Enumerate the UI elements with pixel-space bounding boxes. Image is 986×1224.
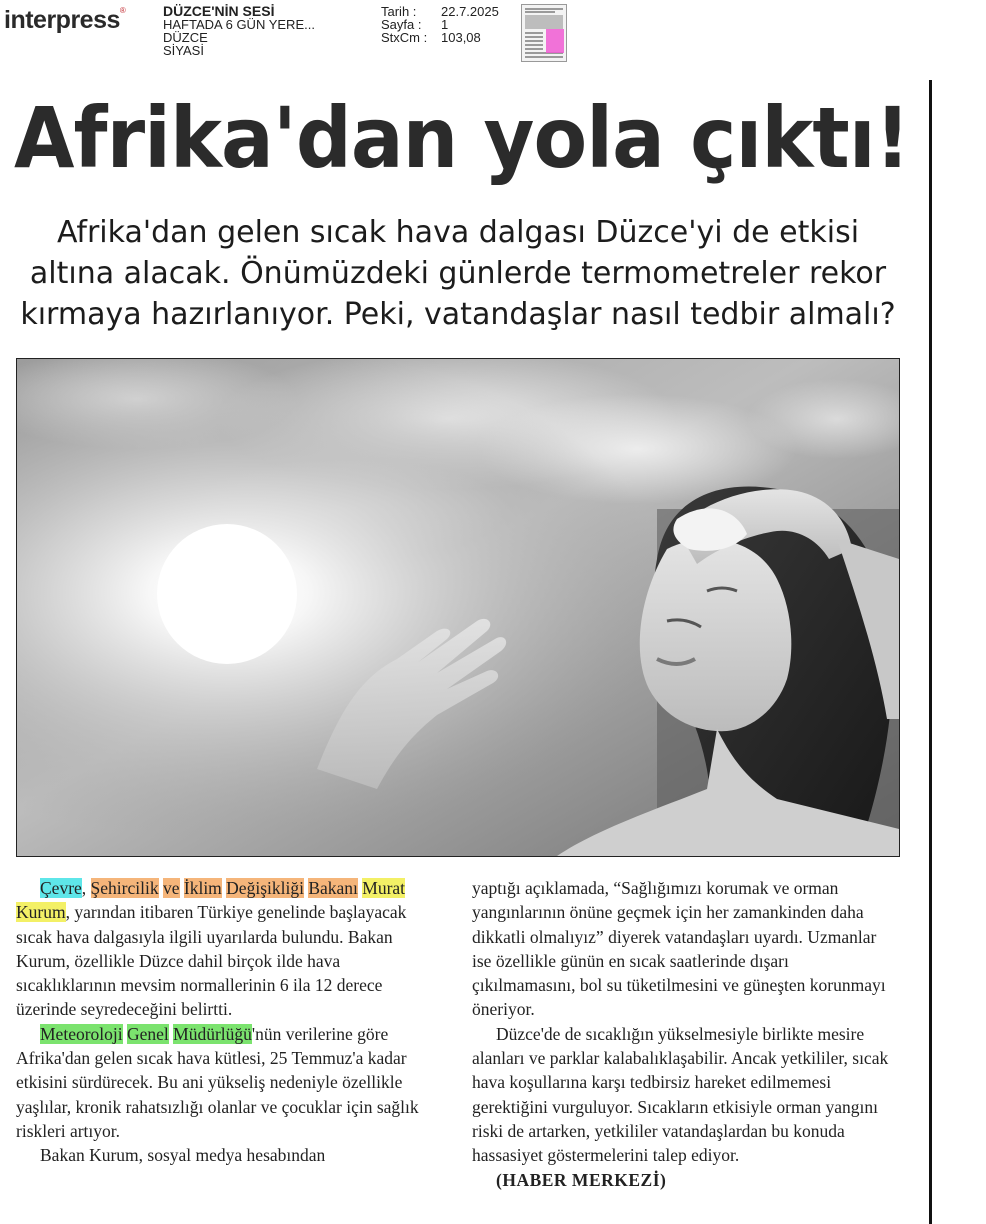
highlight-iklim: İklim bbox=[183, 878, 222, 898]
paragraph-1-rest: , yarından itibaren Türkiye genelinde başlayacak sıcak hava dalgasıyla ilgili uyarılarda bulundu. Bakan Kurum, özellikle Düzce dahil birçok ilde hava sıcaklıklarının mevsim normallerinin 6 ila 12 derece üzerinde seyredeceğini belirtti. bbox=[16, 902, 407, 1020]
date-value: 22.7.2025 bbox=[441, 4, 499, 19]
byline-paragraph bbox=[472, 1168, 892, 1192]
highlight-sehircilik: Şehircilik bbox=[90, 878, 159, 898]
headline: Afrika'dan yola çıktı! bbox=[14, 89, 910, 187]
paragraph-1 bbox=[16, 876, 436, 1022]
page-value: 1 bbox=[441, 17, 449, 32]
byline: (HABER MERKEZİ) bbox=[496, 1169, 667, 1190]
highlight-ve: ve bbox=[162, 878, 180, 898]
publication-info bbox=[163, 5, 373, 57]
publication-frequency: HAFTADA 6 GÜN YERE... bbox=[163, 17, 315, 32]
column-divider bbox=[929, 80, 932, 1224]
paragraph-2 bbox=[16, 1022, 436, 1143]
paragraph-2-rest: 'nün verilerine göre Afrika'dan gelen sıcak hava kütlesi, 25 Temmuz'a kadar etkisini sürdürecek. Bu ani yükseliş nedeniyle özellikle yaşlılar, kronik rahatsızlığı olanlar ve çocuklar için sağlık riskleri artıyor. bbox=[16, 1023, 419, 1141]
page-label: Sayfa : bbox=[381, 17, 422, 32]
publication-city: DÜZCE bbox=[163, 30, 208, 45]
stxcm-value: 103,08 bbox=[441, 30, 481, 45]
highlight-degisikligi: Değişikliği bbox=[226, 878, 304, 898]
article-photo bbox=[16, 358, 900, 857]
text-fragment: , bbox=[81, 878, 91, 898]
publication-name: DÜZCE'NİN SESİ bbox=[163, 3, 275, 19]
registered-icon: ® bbox=[119, 6, 126, 15]
publication-category: SİYASİ bbox=[163, 43, 204, 58]
article-column-right bbox=[472, 876, 892, 1192]
clipping-meta bbox=[381, 5, 499, 44]
meta-stxcm bbox=[381, 31, 499, 44]
highlight-cevre: Çevre bbox=[40, 878, 82, 898]
article-location-marker bbox=[546, 29, 564, 53]
highlight-kurum: Kurum bbox=[16, 902, 66, 923]
article-column-left bbox=[16, 876, 436, 1168]
date-label: Tarih : bbox=[381, 4, 417, 19]
highlight-bakani: Bakanı bbox=[308, 878, 358, 898]
highlight-meteoroloji: Meteoroloji bbox=[40, 1023, 123, 1044]
logo-text: interpress bbox=[4, 6, 120, 34]
highlight-mudurlugu: Müdürlüğü bbox=[173, 1023, 252, 1044]
highlight-murat: Murat bbox=[362, 878, 406, 898]
paragraph-4: Düzce'de de sıcaklığın yükselmesiyle birlikte mesire alanları ve parklar kalabalıklaşabilir. Ancak yetkililer, sıcak hava koşullarına karşı tedbirsiz hareket edilmemesi gerektiğini vurguluyor. Sıcakların etkisiyle orman yangını riski de artarken, yetkililer vatandaşlardan bu konuda hassasiyet göstermelerini talep ediyor. bbox=[472, 1023, 889, 1166]
page-thumbnail bbox=[521, 4, 567, 62]
woman-in-sun-illustration bbox=[17, 359, 899, 856]
interpress-logo bbox=[4, 6, 125, 35]
spot-text: Afrika'dan gelen sıcak hava dalgası Düzce'yi de etkisi altına alacak. Önümüzdeki günlerde termometreler rekor kırmaya hazırlanıyor. Peki, vatandaşlar nasıl tedbir almalı? bbox=[20, 215, 896, 332]
stxcm-label: StxCm : bbox=[381, 30, 428, 45]
highlight-genel: Genel bbox=[127, 1023, 169, 1044]
paragraph-3-start: Bakan Kurum, sosyal medya hesabından bbox=[40, 1145, 326, 1166]
paragraph-3-continued: yaptığı açıklamada, “Sağlığımızı korumak ve orman yangınlarının önüne geçmek için her zamankinden daha dikkatli olmalıyız” diyerek vatandaşları uyardı. Uzmanlar ise özellikle günün en sıcak saatlerinde dışarı çıkılmamasını, bol su tüketilmesini ve güneşten korunmayı öneriyor. bbox=[472, 878, 886, 1020]
